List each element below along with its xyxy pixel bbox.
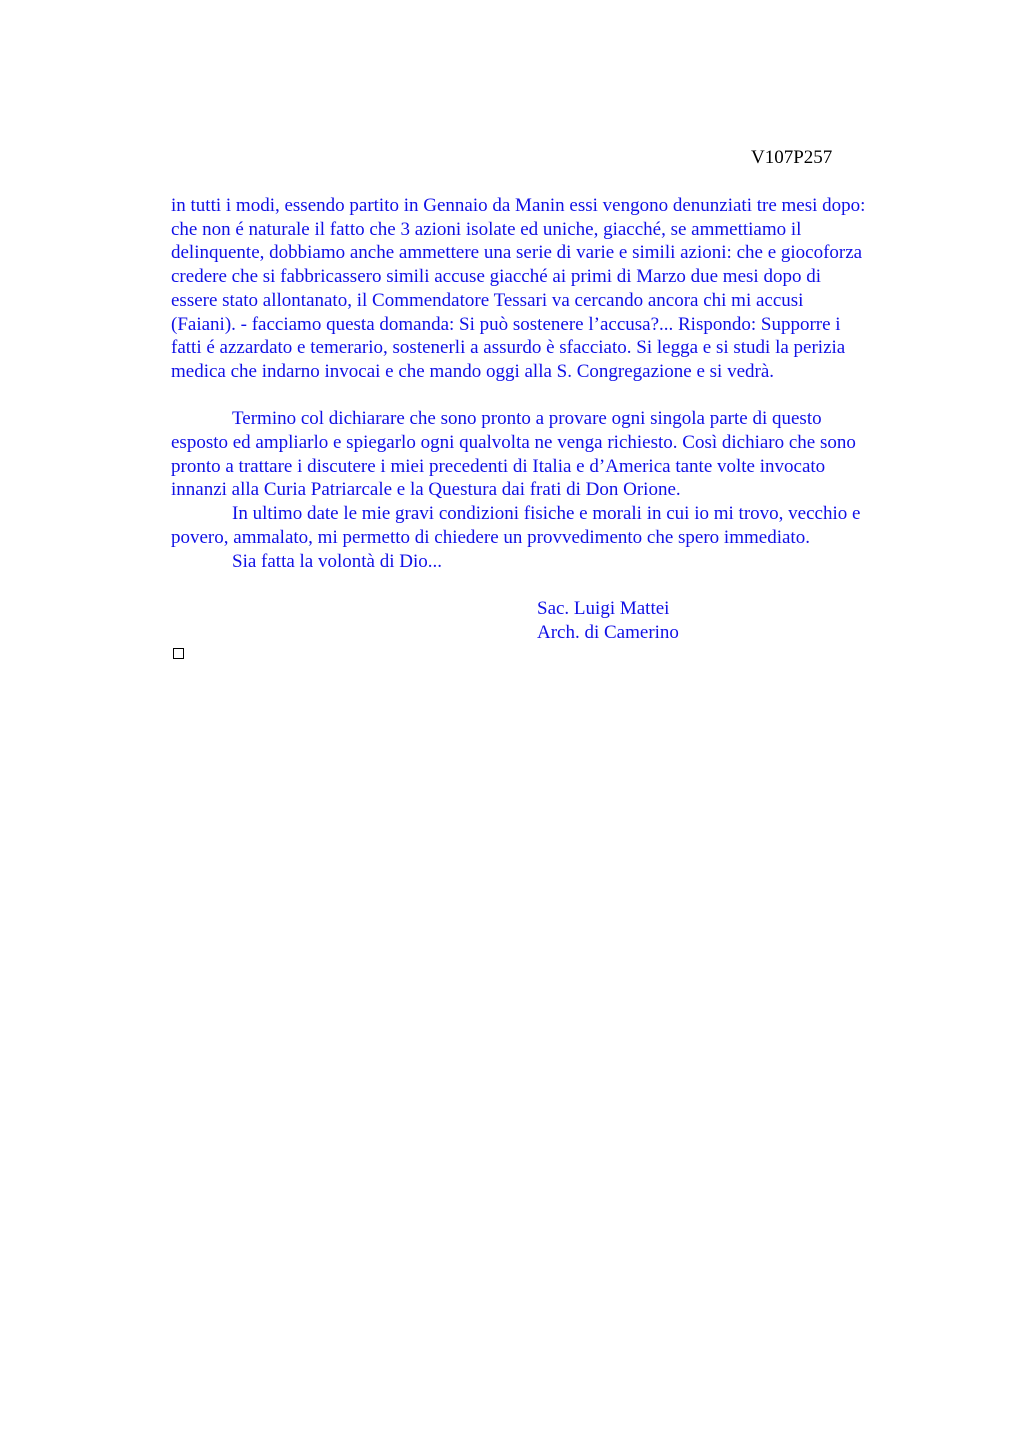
text-line: delinquente, dobbiamo anche ammettere una serie di varie e simili azioni: che e giocoforza [171,242,863,264]
paragraph-1 [171,194,931,384]
text-line: essere stato allontanato, il Commendatore Tessari va cercando ancora chi mi accusi [171,289,804,311]
signature-title: Arch. di Camerino [537,621,679,643]
paragraph-2 [171,407,931,502]
signature-block [537,597,679,644]
text-line: fatti é azzardato e temerario, sostenerli a assurdo è sfacciato. Si legga e si studi la perizia [171,337,846,359]
text-line: Termino col dichiarare che sono pronto a provare ogni singola parte di questo [232,408,822,430]
text-line: In ultimo date le mie gravi condizioni fisiche e morali in cui io mi trovo, vecchio e [232,503,861,525]
text-line: innanzi alla Curia Patriarcale e la Questura dai frati di Don Orione. [171,479,681,501]
page-reference: V107P257 [751,147,833,168]
text-line: medica che indarno invocai e che mando oggi alla S. Congregazione e si vedrà. [171,360,775,382]
paragraph-spacer [171,384,931,408]
text-line: credere che si fabbricassero simili accuse giacché ai primi di Marzo due mesi dopo di [171,266,821,288]
text-line: che non é naturale il fatto che 3 azioni isolate ed uniche, giacché, se ammettiamo il [171,218,802,240]
text-line: pronto a trattare i discutere i miei precedenti di Italia e d’America tante volte invocato [171,455,826,477]
checkbox-square-icon [173,648,184,659]
paragraph-3 [171,502,931,549]
text-line: (Faiani). - facciamo questa domanda: Si può sostenere l’accusa?... Rispondo: Supporre i [171,313,841,335]
letter-body [171,194,931,573]
text-line: esposto ed ampliarlo e spiegarlo ogni qualvolta ne venga richiesto. Così dichiaro che sono [171,432,856,454]
signature-name: Sac. Luigi Mattei [537,598,670,619]
text-line: povero, ammalato, mi permetto di chiedere un provvedimento che spero immediato. [171,526,810,548]
closing-line: Sia fatta la volontà di Dio... [232,550,443,572]
closing-paragraph [171,550,931,574]
text-line: in tutti i modi, essendo partito in Gennaio da Manin essi vengono denunziati tre mesi dopo: [171,195,866,216]
